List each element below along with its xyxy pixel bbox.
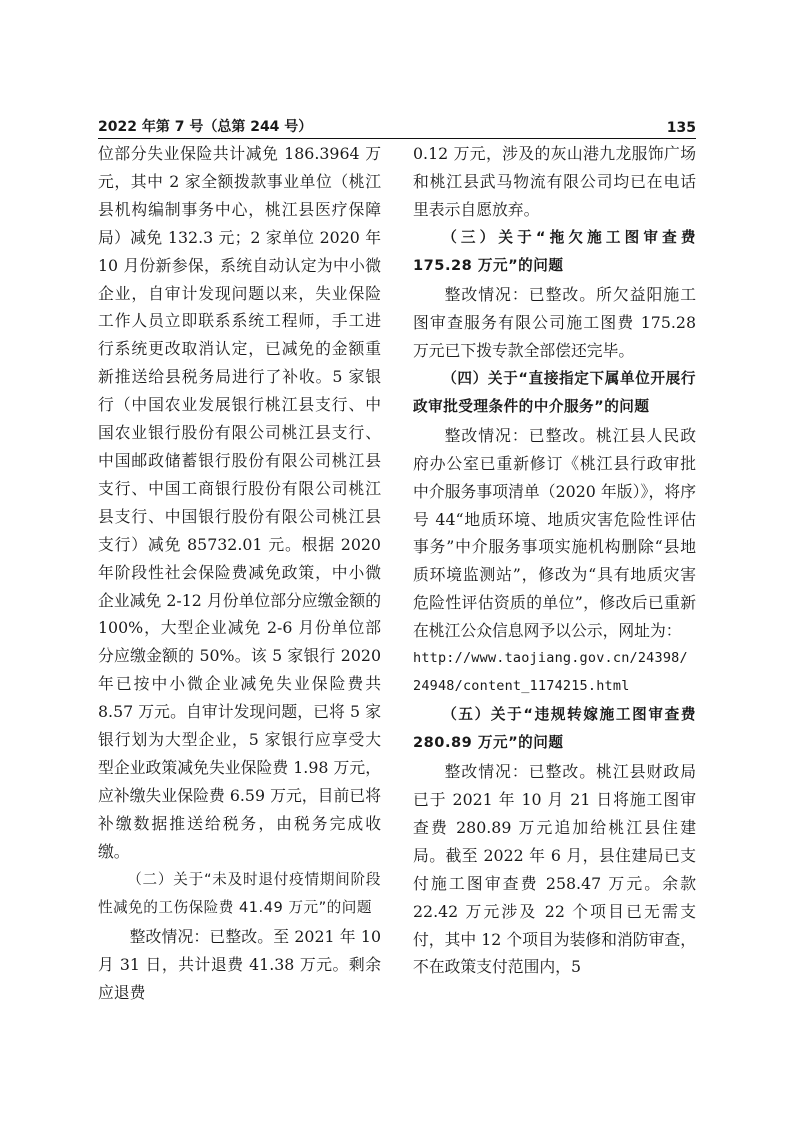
paragraph-rectification-4: 整改情况：已整改。桃江县人民政府办公室已重新修订《桃江县行政审批中介服务事项清单（2020 年版）》，将序号 44“地质环境、地质灾害危险性评估事务”中介服务事项实施机构删除“县地质环境监测站”，修改为“具有地质灾害危险性评估资质的单位”，修改后已重新在桃江公众信息网予以公示，网址为： [413,425,696,641]
section-heading-2: （二）关于“未及时退付疫情期间阶段性减免的工伤保险费 41.49 万元”的问题 [98,870,381,917]
right-column [413,140,696,981]
paragraph-refund-remainder: 0.12 万元，涉及的灰山港九龙服饰广场和桃江县武马物流有限公司均已在电话里表示自愿放弃。 [413,144,696,219]
website-url-link[interactable]: http://www.taojiang.gov.cn/24398/24948/content_1174215.html [413,650,688,694]
paragraph-rectification-3: 整改情况：已整改。所欠益阳施工图审查服务有限公司施工图费 175.28 万元已下拨专款全部偿还完毕。 [413,284,696,360]
section-heading-5: （五）关于“违规转嫁施工图审查费 280.89 万元”的问题 [413,705,696,752]
issue-label: 2022 年第 7 号（总第 244 号） [98,119,313,135]
paragraph-unemployment-insurance: 位部分失业保险共计减免 186.3964 万元，其中 2 家全额拨款事业单位（桃江县机构编制事务中心，桃江县医疗保障局）减免 132.3 元；2 家单位 2020 年 10 月份新参保，系统自动认定为中小微企业，自审计发现问题以来，失业保险工作人员立即联系系统工程师，手工进行系统更改取消认定，已减免的金额重新推送给县税务局进行了补收。5 家银行（中国农业发展银行桃江县支行、中国农业银行股份有限公司桃江县支行、中国邮政储蓄银行股份有限公司桃江县支行、中国工商银行股份有限公司桃江县支行、中国银行股份有限公司桃江县支行）减免 85732.01 元。根据 2020 年阶段性社会保险费减免政策，中小微企业减免 2-12 月份单位部分应缴金额的 100%，大型企业减免 2-6 月份单位部分应缴金额的 50%。该 5 家银行 2020 年已按中小微企业减免失业保险费共 8.57 万元。自审计发现问题，已将 5 家银行划为大型企业，5 家银行应享受大型企业政策减免失业保险费 1.98 万元，应补缴失业保险费 6.59 万元，目前已将补缴数据推送给税务，由税务完成收缴。 [98,144,381,861]
section-heading-4: （四）关于“直接指定下属单位开展行政审批受理条件的中介服务”的问题 [413,369,696,416]
left-column [98,140,381,1006]
paragraph-rectification-5: 整改情况：已整改。桃江县财政局已于 2021 年 10 月 21 日将施工图审查费 280.89 万元追加给桃江县住建局。截至 2022 年 6 月，县住建局已支付施工图审查费 258.47 万元。余款 22.42 万元涉及 22 个项目已无需支付，其中 12 个项目为装修和消防审查，不在政策支付范围内，5 [413,762,696,977]
page-header [98,116,696,139]
section-heading-3: （三）关于“拖欠施工图审查费 175.28 万元”的问题 [413,228,696,275]
page-number: 135 [666,120,696,136]
paragraph-rectification-2: 整改情况：已整改。至 2021 年 10 月 31 日，共计退费 41.38 万元。剩余应退费 [98,926,381,1002]
